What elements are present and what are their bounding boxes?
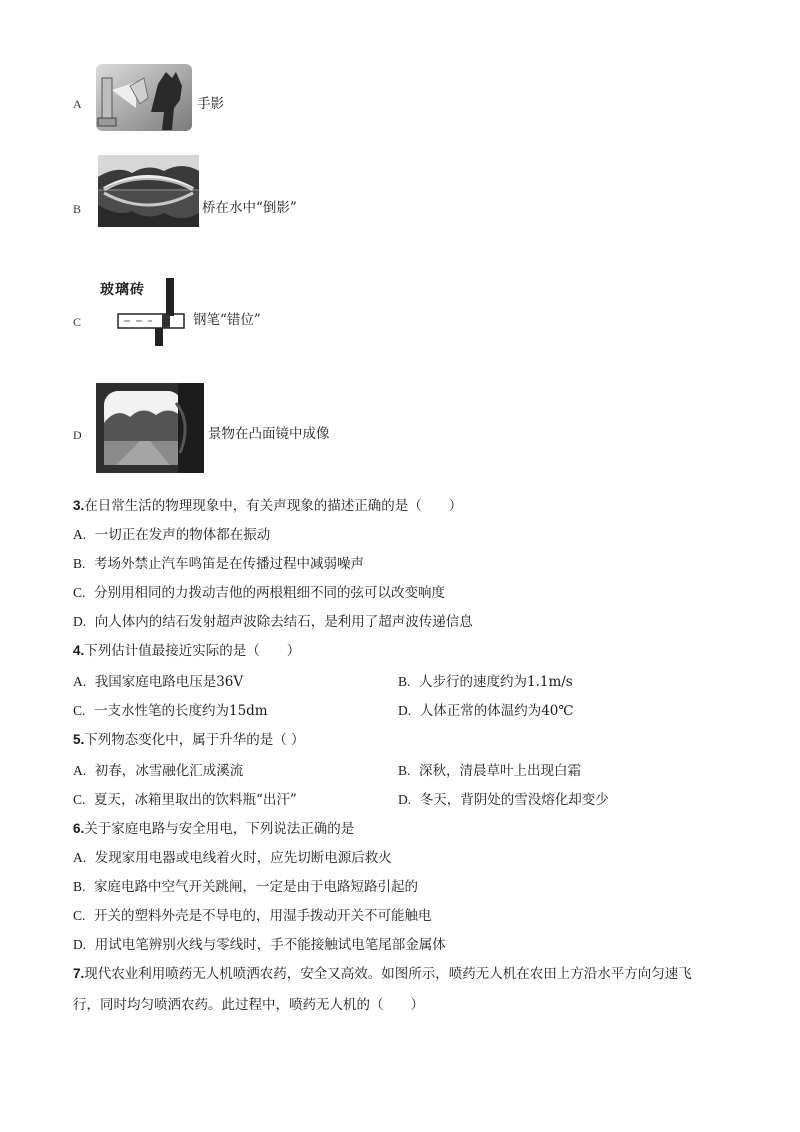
option-letter-c: C (73, 315, 82, 329)
convex-mirror-image (96, 383, 204, 473)
option-text: 考场外禁止汽车鸣笛是在传播过程中减弱噪声 (93, 556, 364, 572)
option-text: 向人体内的结石发射超声波除去结石，是利用了超声波传递信息 (94, 614, 473, 630)
option-text: 人步行的速度约为1.1m/s (418, 674, 573, 690)
q3-option-a (73, 526, 270, 544)
question-text: 下列物态变化中，属于升华的是（ ） (84, 732, 305, 748)
option-caption-d: 景物在凸面镜中成像 (208, 426, 330, 442)
option-caption-b: 桥在水中“倒影” (202, 200, 297, 216)
option-text: 家庭电路中空气开关跳闸，一定是由于电路短路引起的 (93, 879, 418, 895)
question-number: 7. (73, 966, 85, 981)
option-text: 冬天，背阴处的雪没熔化却变少 (419, 792, 609, 808)
glass-brick-label: 玻璃砖 (100, 282, 145, 298)
q3-option-b (73, 555, 364, 573)
option-text: 一切正在发声的物体都在振动 (94, 527, 271, 543)
question-7-stem-line2 (73, 996, 424, 1014)
q4-option-b (398, 673, 573, 691)
option-letter: A. (73, 674, 87, 689)
question-text: 现代农业利用喷药无人机喷洒农药，安全又高效。如图所示，喷药无人机在农田上方沿水平方向匀速飞 (84, 966, 692, 982)
q5-option-c (73, 791, 297, 809)
option-letter: C. (73, 792, 86, 807)
question-text: 在日常生活的物理现象中，有关声现象的描述正确的是（ ） (84, 498, 463, 514)
q6-option-b (73, 878, 418, 896)
option-letter-a: A (73, 97, 82, 111)
pen-glass-brick-image (100, 276, 190, 348)
question-3-stem (73, 497, 462, 515)
option-text: 夏天，冰箱里取出的饮料瓶“出汗” (93, 792, 297, 808)
option-text: 发现家用电器或电线着火时，应先切断电源后救火 (94, 850, 392, 866)
question-number: 4. (73, 643, 85, 658)
q3-option-d (73, 613, 473, 631)
question-5-stem (73, 731, 305, 749)
option-caption-c: 钢笔“错位” (193, 312, 261, 328)
option-letter: D. (398, 703, 412, 718)
q4-option-d (398, 702, 574, 720)
option-letter: C. (73, 703, 86, 718)
option-letter: B. (398, 674, 411, 689)
option-text: 开关的塑料外壳是不导电的，用湿手拨动开关不可能触电 (93, 908, 432, 924)
option-caption-a: 手影 (197, 96, 224, 112)
option-letter: C. (73, 908, 86, 923)
option-letter: A. (73, 527, 87, 542)
option-text: 初春，冰雪融化汇成溪流 (94, 763, 244, 779)
option-letter: B. (73, 556, 86, 571)
option-letter: B. (73, 879, 86, 894)
option-letter: C. (73, 585, 86, 600)
option-letter: B. (398, 763, 411, 778)
option-letter: A. (73, 850, 87, 865)
q4-option-a (73, 673, 243, 691)
option-text: 用试电笔辨别火线与零线时，手不能接触试电笔尾部金属体 (94, 937, 446, 953)
q5-option-a (73, 762, 243, 780)
question-text: 行，同时均匀喷洒农药。此过程中，喷药无人机的（ ） (73, 997, 424, 1013)
question-number: 6. (73, 821, 85, 836)
option-text: 分别用相同的力拨动吉他的两根粗细不同的弦可以改变响度 (93, 585, 445, 601)
option-text: 我国家庭电路电压是36V (94, 674, 244, 690)
question-number: 5. (73, 732, 85, 747)
q6-option-d (73, 936, 446, 954)
option-text: 人体正常的体温约为40℃ (419, 703, 574, 719)
option-letter: A. (73, 763, 87, 778)
q3-option-c (73, 584, 445, 602)
q4-option-c (73, 702, 268, 720)
option-text: 深秋，清晨草叶上出现白霜 (418, 763, 581, 779)
q5-option-b (398, 762, 581, 780)
hand-shadow-image (96, 64, 192, 131)
question-6-stem (73, 820, 354, 838)
q6-option-a (73, 849, 392, 867)
q5-option-d (398, 791, 609, 809)
question-text: 下列估计值最接近实际的是（ ） (84, 643, 301, 659)
option-text: 一支水性笔的长度约为15dm (93, 703, 268, 719)
q6-option-c (73, 907, 431, 925)
question-number: 3. (73, 498, 85, 513)
bridge-reflection-image (98, 155, 199, 227)
question-7-stem-line1 (73, 965, 692, 983)
option-letter-d: D (73, 428, 82, 442)
option-letter: D. (73, 614, 87, 629)
option-letter-b: B (73, 202, 82, 216)
option-letter: D. (398, 792, 412, 807)
option-letter: D. (73, 937, 87, 952)
question-4-stem (73, 642, 300, 660)
question-text: 关于家庭电路与安全用电，下列说法正确的是 (84, 821, 355, 837)
